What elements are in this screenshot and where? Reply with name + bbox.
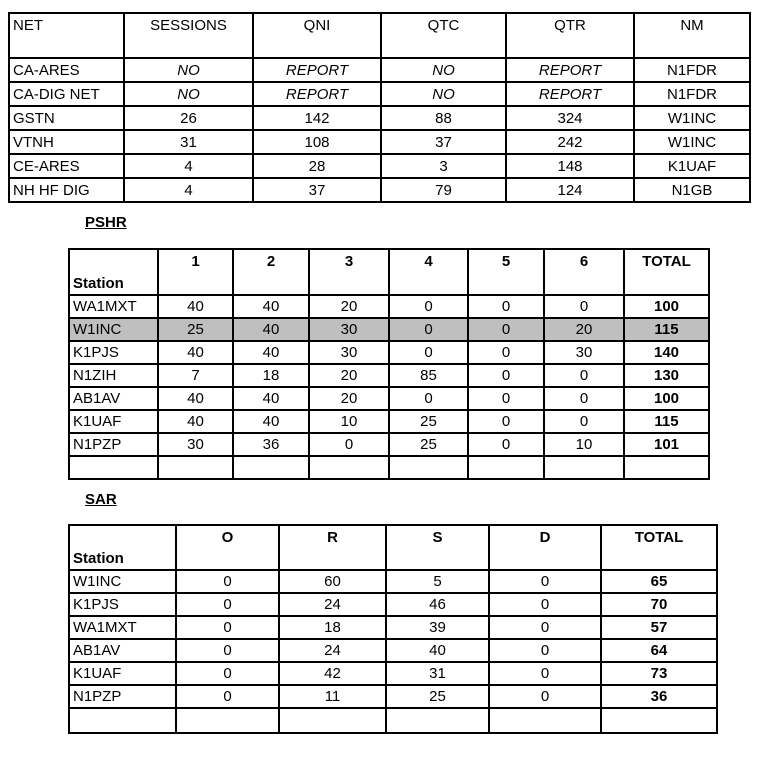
value-cell: 0 (389, 295, 468, 318)
value-cell: NO (124, 82, 253, 106)
value-cell: 31 (386, 662, 489, 685)
value-cell: 39 (386, 616, 489, 639)
value-cell (158, 456, 233, 479)
header-row (9, 13, 750, 58)
value-cell: 0 (489, 662, 601, 685)
row-label-cell: CE-ARES (9, 154, 124, 178)
value-cell: 79 (381, 178, 506, 202)
value-cell: REPORT (506, 82, 634, 106)
value-cell: 10 (309, 410, 389, 433)
row-label-cell (69, 708, 176, 733)
table-row (69, 570, 717, 593)
value-cell: 0 (176, 639, 279, 662)
col-header-o: O (176, 525, 279, 570)
value-cell: 0 (544, 410, 624, 433)
value-cell: 40 (233, 341, 309, 364)
col-header-r: R (279, 525, 386, 570)
value-cell: 0 (544, 387, 624, 410)
value-cell: 242 (506, 130, 634, 154)
value-cell (386, 708, 489, 733)
value-cell: 40 (158, 341, 233, 364)
value-cell (489, 708, 601, 733)
col-header-qtr: QTR (506, 13, 634, 58)
row-label-cell: W1INC (69, 318, 158, 341)
value-cell: REPORT (253, 82, 381, 106)
value-cell: 42 (279, 662, 386, 685)
value-cell: 3 (381, 154, 506, 178)
table-row (9, 58, 750, 82)
value-cell: 40 (158, 410, 233, 433)
value-cell: 36 (601, 685, 717, 708)
value-cell: 24 (279, 639, 386, 662)
col-header-3: 3 (309, 249, 389, 295)
value-cell: REPORT (253, 58, 381, 82)
value-cell: NO (124, 58, 253, 82)
value-cell: 0 (544, 364, 624, 387)
value-cell: 115 (624, 410, 709, 433)
row-label-cell: N1ZIH (69, 364, 158, 387)
table-row (9, 178, 750, 202)
table-row (69, 662, 717, 685)
value-cell: 130 (624, 364, 709, 387)
row-label-cell: WA1MXT (69, 295, 158, 318)
value-cell: 11 (279, 685, 386, 708)
table-row (69, 410, 709, 433)
value-cell: 0 (309, 433, 389, 456)
value-cell: 0 (468, 318, 544, 341)
pshr-table-body (69, 295, 709, 479)
value-cell: 324 (506, 106, 634, 130)
value-cell: 57 (601, 616, 717, 639)
value-cell: 100 (624, 387, 709, 410)
table-row (69, 364, 709, 387)
value-cell: 40 (158, 387, 233, 410)
sar-table (68, 524, 718, 734)
col-header-s: S (386, 525, 489, 570)
value-cell: 46 (386, 593, 489, 616)
value-cell: 20 (309, 295, 389, 318)
net-report-table (8, 12, 751, 203)
value-cell: W1INC (634, 130, 750, 154)
value-cell (279, 708, 386, 733)
row-label-cell: CA-ARES (9, 58, 124, 82)
value-cell: 31 (124, 130, 253, 154)
value-cell: 30 (158, 433, 233, 456)
row-label-cell: GSTN (9, 106, 124, 130)
value-cell: 0 (468, 364, 544, 387)
value-cell: 64 (601, 639, 717, 662)
value-cell: 40 (233, 295, 309, 318)
col-header-6: 6 (544, 249, 624, 295)
value-cell: 0 (468, 295, 544, 318)
table-row (69, 387, 709, 410)
value-cell: 148 (506, 154, 634, 178)
value-cell: 26 (124, 106, 253, 130)
value-cell: 37 (381, 130, 506, 154)
value-cell (233, 456, 309, 479)
value-cell: N1FDR (634, 82, 750, 106)
value-cell: REPORT (506, 58, 634, 82)
value-cell: 36 (233, 433, 309, 456)
value-cell: 0 (176, 570, 279, 593)
value-cell: 40 (158, 295, 233, 318)
value-cell: NO (381, 58, 506, 82)
value-cell: 0 (468, 341, 544, 364)
value-cell: 40 (386, 639, 489, 662)
row-label-cell (69, 456, 158, 479)
value-cell: 30 (309, 318, 389, 341)
value-cell: 0 (489, 570, 601, 593)
col-header-sessions: SESSIONS (124, 13, 253, 58)
col-header-4: 4 (389, 249, 468, 295)
value-cell (389, 456, 468, 479)
table-row (9, 82, 750, 106)
value-cell (624, 456, 709, 479)
value-cell: 0 (389, 387, 468, 410)
value-cell: 0 (489, 685, 601, 708)
value-cell: 28 (253, 154, 381, 178)
row-label-cell: N1PZP (69, 685, 176, 708)
col-header-nm: NM (634, 13, 750, 58)
table-row (69, 456, 709, 479)
value-cell: 20 (309, 387, 389, 410)
value-cell: 70 (601, 593, 717, 616)
value-cell (176, 708, 279, 733)
value-cell: 4 (124, 178, 253, 202)
value-cell: 100 (624, 295, 709, 318)
value-cell: 88 (381, 106, 506, 130)
value-cell: 25 (158, 318, 233, 341)
value-cell: N1GB (634, 178, 750, 202)
table-row (69, 295, 709, 318)
value-cell: 65 (601, 570, 717, 593)
value-cell: 7 (158, 364, 233, 387)
value-cell: 0 (176, 662, 279, 685)
value-cell: 40 (233, 410, 309, 433)
sar-section-title: SAR (85, 491, 117, 508)
value-cell: 4 (124, 154, 253, 178)
value-cell: 0 (389, 341, 468, 364)
value-cell: 20 (309, 364, 389, 387)
value-cell: 108 (253, 130, 381, 154)
table-row (69, 685, 717, 708)
table-row (69, 616, 717, 639)
row-label-cell: WA1MXT (69, 616, 176, 639)
value-cell: K1UAF (634, 154, 750, 178)
value-cell: 5 (386, 570, 489, 593)
value-cell: 30 (544, 341, 624, 364)
value-cell: 0 (544, 295, 624, 318)
value-cell: W1INC (634, 106, 750, 130)
col-header-station: Station (69, 249, 158, 295)
table-row (69, 639, 717, 662)
value-cell: 0 (176, 593, 279, 616)
value-cell: 0 (489, 593, 601, 616)
table-row (9, 106, 750, 130)
row-label-cell: K1UAF (69, 410, 158, 433)
col-header-d: D (489, 525, 601, 570)
table-row (69, 708, 717, 733)
sar-table-body (69, 570, 717, 733)
value-cell: 124 (506, 178, 634, 202)
net-table-header (9, 13, 750, 58)
table-row (69, 318, 709, 341)
value-cell: 0 (176, 685, 279, 708)
col-header-total: TOTAL (624, 249, 709, 295)
col-header-net: NET (9, 13, 124, 58)
row-label-cell: CA-DIG NET (9, 82, 124, 106)
value-cell (601, 708, 717, 733)
header-row (69, 249, 709, 295)
col-header-qtc: QTC (381, 13, 506, 58)
value-cell: 25 (389, 433, 468, 456)
value-cell (309, 456, 389, 479)
row-label-cell: K1PJS (69, 341, 158, 364)
value-cell: 24 (279, 593, 386, 616)
table-row (9, 154, 750, 178)
value-cell: NO (381, 82, 506, 106)
value-cell: 0 (468, 433, 544, 456)
value-cell: 0 (389, 318, 468, 341)
table-row (9, 130, 750, 154)
value-cell: 25 (386, 685, 489, 708)
value-cell (468, 456, 544, 479)
col-header-station: Station (69, 525, 176, 570)
value-cell: 142 (253, 106, 381, 130)
value-cell: 10 (544, 433, 624, 456)
value-cell: 0 (176, 616, 279, 639)
row-label-cell: K1PJS (69, 593, 176, 616)
value-cell: 18 (233, 364, 309, 387)
pshr-section-title: PSHR (85, 214, 127, 231)
row-label-cell: AB1AV (69, 639, 176, 662)
value-cell: 20 (544, 318, 624, 341)
header-row (69, 525, 717, 570)
row-label-cell: K1UAF (69, 662, 176, 685)
table-row (69, 433, 709, 456)
row-label-cell: NH HF DIG (9, 178, 124, 202)
value-cell: N1FDR (634, 58, 750, 82)
value-cell: 0 (489, 639, 601, 662)
col-header-1: 1 (158, 249, 233, 295)
value-cell: 25 (389, 410, 468, 433)
col-header-5: 5 (468, 249, 544, 295)
value-cell: 30 (309, 341, 389, 364)
col-header-qni: QNI (253, 13, 381, 58)
value-cell: 40 (233, 318, 309, 341)
value-cell: 37 (253, 178, 381, 202)
value-cell: 0 (489, 616, 601, 639)
value-cell: 101 (624, 433, 709, 456)
col-header-2: 2 (233, 249, 309, 295)
row-label-cell: N1PZP (69, 433, 158, 456)
col-header-total: TOTAL (601, 525, 717, 570)
value-cell: 73 (601, 662, 717, 685)
pshr-table (68, 248, 710, 480)
value-cell: 0 (468, 387, 544, 410)
row-label-cell: AB1AV (69, 387, 158, 410)
row-label-cell: VTNH (9, 130, 124, 154)
table-row (69, 341, 709, 364)
value-cell: 115 (624, 318, 709, 341)
pshr-table-header (69, 249, 709, 295)
value-cell: 85 (389, 364, 468, 387)
sar-table-header (69, 525, 717, 570)
row-label-cell: W1INC (69, 570, 176, 593)
net-table-body (9, 58, 750, 202)
value-cell: 40 (233, 387, 309, 410)
value-cell: 140 (624, 341, 709, 364)
value-cell: 0 (468, 410, 544, 433)
value-cell: 18 (279, 616, 386, 639)
table-row (69, 593, 717, 616)
value-cell: 60 (279, 570, 386, 593)
value-cell (544, 456, 624, 479)
